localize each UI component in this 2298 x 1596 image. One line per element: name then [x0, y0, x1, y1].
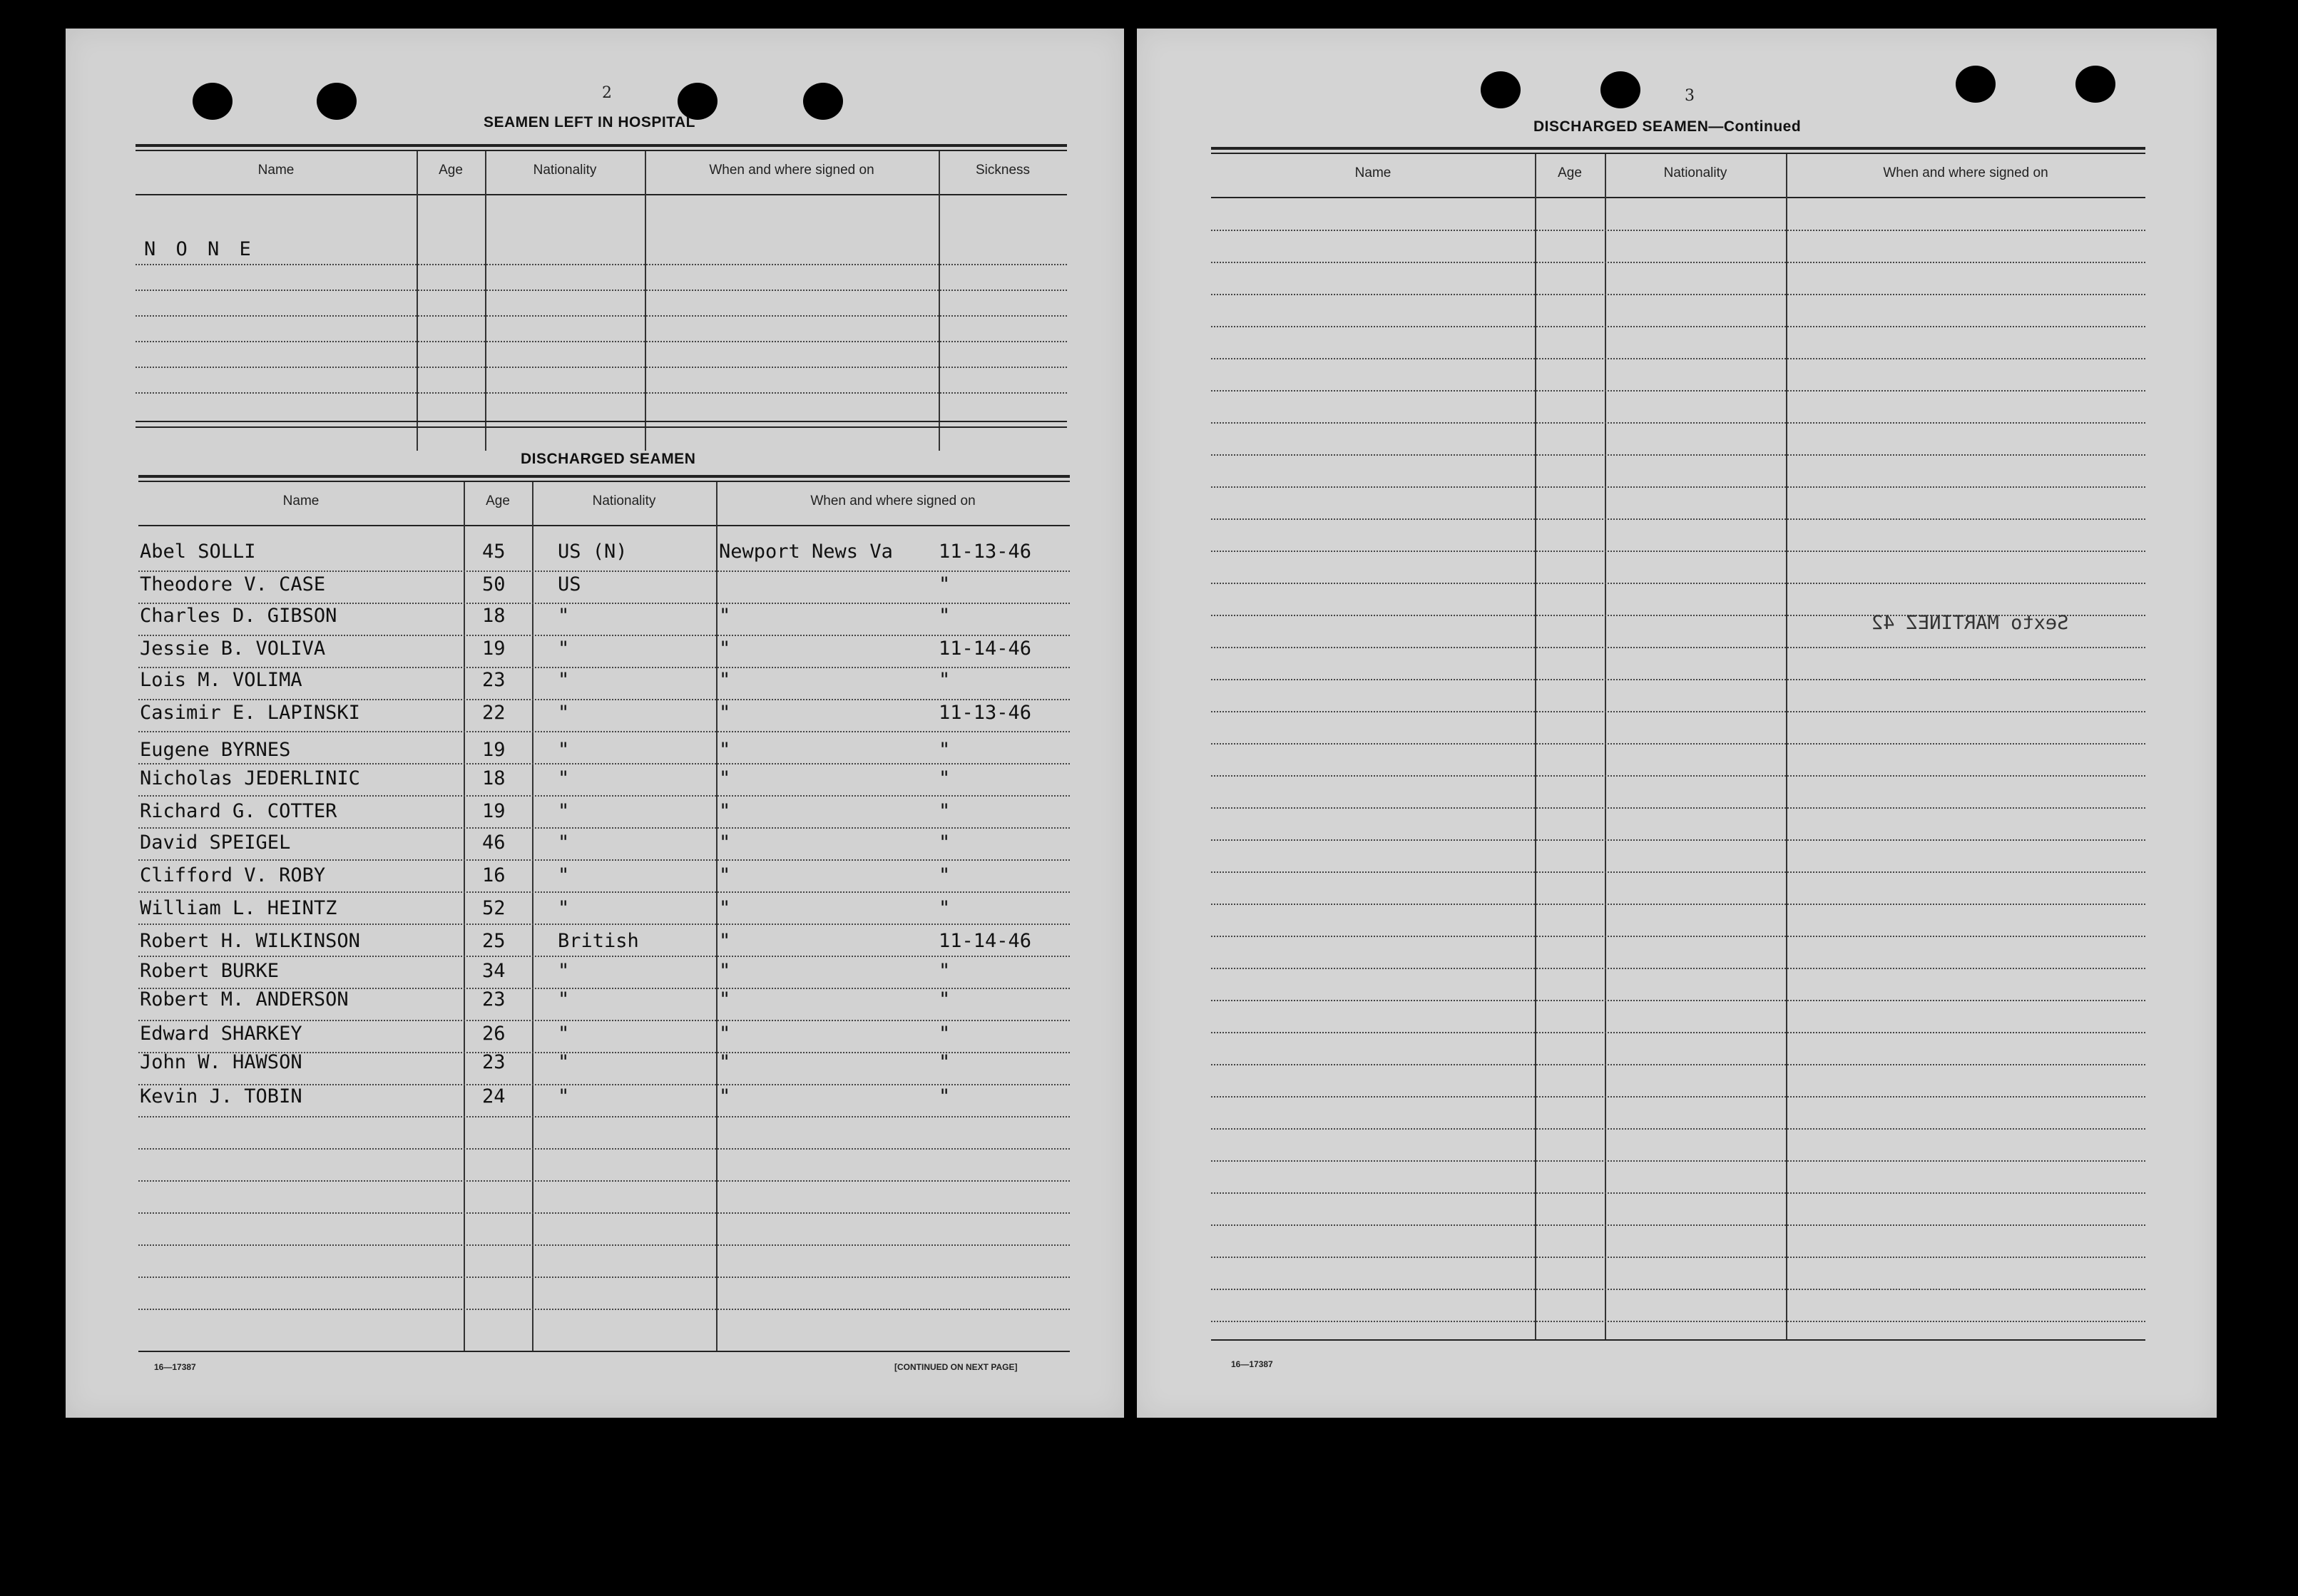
row-line — [136, 392, 1067, 394]
column-header-name: Name — [282, 493, 320, 508]
signed-on-date: " — [939, 1085, 951, 1108]
seaman-age: 52 — [482, 897, 506, 919]
row-line — [1211, 1064, 2145, 1065]
row-line — [136, 264, 1067, 265]
signed-on-place: " — [719, 800, 731, 822]
seaman-nationality: " — [558, 1085, 570, 1108]
row-line — [136, 290, 1067, 291]
seaman-age: 24 — [482, 1085, 506, 1108]
row-line — [1211, 326, 2145, 327]
seaman-name: Clifford V. ROBY — [140, 864, 326, 886]
seaman-age: 34 — [482, 960, 506, 982]
table-rule — [136, 144, 1067, 147]
signed-on-place: " — [719, 897, 731, 919]
seaman-name: William L. HEINTZ — [140, 897, 337, 919]
seaman-age: 22 — [482, 702, 506, 724]
column-header-age: Age — [486, 493, 510, 508]
signed-on-place: " — [719, 1051, 731, 1073]
seaman-name: Eugene BYRNES — [140, 739, 291, 761]
seaman-age: 23 — [482, 669, 506, 691]
row-line — [138, 635, 1070, 636]
signed-on-place: " — [719, 1023, 731, 1045]
signed-on-place: Newport News Va — [719, 541, 893, 563]
table-rule — [136, 150, 1067, 151]
row-line — [1211, 1224, 2145, 1226]
row-line — [1211, 358, 2145, 359]
row-line — [138, 763, 1070, 764]
table-rule — [138, 1351, 1070, 1352]
signed-on-date: " — [939, 573, 951, 595]
row-line — [138, 859, 1070, 861]
signed-on-place: " — [719, 669, 731, 691]
hospital-entry: N O N E — [144, 238, 255, 260]
column-header-name: Name — [257, 163, 295, 178]
row-line — [138, 956, 1070, 957]
row-line — [138, 891, 1070, 893]
column-header-age: Age — [1558, 165, 1582, 180]
row-line — [138, 924, 1070, 925]
seaman-age: 18 — [482, 767, 506, 789]
table-rule — [1211, 153, 2145, 154]
signed-on-date: " — [939, 1023, 951, 1045]
row-line — [1211, 486, 2145, 488]
column-header-signed-on: When and where signed on — [810, 493, 976, 508]
row-line — [1211, 422, 2145, 424]
row-line — [138, 1052, 1070, 1053]
row-line — [1211, 1096, 2145, 1098]
seaman-age: 16 — [482, 864, 506, 886]
row-line — [138, 1180, 1070, 1182]
column-divider — [485, 151, 486, 451]
row-line — [1211, 871, 2145, 873]
punch-hole — [1956, 66, 1996, 103]
seaman-nationality: " — [558, 702, 570, 724]
punch-hole — [1600, 71, 1640, 108]
column-divider — [532, 482, 533, 1352]
form-number: 16—17387 — [1231, 1359, 1273, 1369]
seaman-name: Nicholas JEDERLINIC — [140, 767, 360, 789]
seaman-nationality: " — [558, 739, 570, 761]
seaman-name: Robert H. WILKINSON — [140, 930, 360, 952]
signed-on-place: " — [719, 605, 731, 627]
row-line — [1211, 647, 2145, 648]
right-page — [1137, 29, 2217, 1418]
seaman-nationality: US (N) — [558, 541, 628, 563]
signed-on-date: " — [939, 767, 951, 789]
signed-on-place: " — [719, 702, 731, 724]
signed-on-date: " — [939, 800, 951, 822]
row-line — [1211, 807, 2145, 809]
signed-on-place: " — [719, 638, 731, 660]
signed-on-date: " — [939, 864, 951, 886]
signed-on-place: " — [719, 988, 731, 1011]
signed-on-date: " — [939, 960, 951, 982]
seaman-age: 26 — [482, 1023, 506, 1045]
row-line — [1211, 518, 2145, 520]
row-line — [1211, 230, 2145, 231]
column-header-nationality: Nationality — [1663, 165, 1727, 180]
form-number: 16—17387 — [154, 1362, 196, 1372]
signed-on-date: " — [939, 1051, 951, 1073]
row-line — [1211, 968, 2145, 969]
seaman-name: Lois M. VOLIMA — [140, 669, 302, 691]
seaman-nationality: " — [558, 988, 570, 1011]
column-divider — [464, 482, 465, 1352]
column-header-signed-on: When and where signed on — [709, 163, 874, 178]
seaman-name: Robert BURKE — [140, 960, 280, 982]
signed-on-date: 11-14-46 — [939, 930, 1032, 952]
table-rule — [1211, 1339, 2145, 1341]
seaman-age: 50 — [482, 573, 506, 595]
row-line — [138, 1212, 1070, 1214]
seaman-name: Robert M. ANDERSON — [140, 988, 349, 1011]
punch-hole — [1481, 71, 1521, 108]
row-line — [138, 731, 1070, 732]
seaman-name: Casimir E. LAPINSKI — [140, 702, 360, 724]
row-line — [138, 603, 1070, 604]
seaman-age: 18 — [482, 605, 506, 627]
row-line — [138, 1244, 1070, 1246]
seaman-nationality: British — [558, 930, 639, 952]
row-line — [1211, 1160, 2145, 1162]
column-header-nationality: Nationality — [533, 163, 597, 178]
row-line — [1211, 583, 2145, 584]
seaman-name: Abel SOLLI — [140, 541, 256, 563]
table-rule — [138, 525, 1070, 526]
signed-on-date: " — [939, 988, 951, 1011]
seaman-nationality: " — [558, 960, 570, 982]
table-rule — [138, 475, 1070, 478]
row-line — [138, 667, 1070, 668]
signed-on-date: " — [939, 832, 951, 854]
seaman-nationality: " — [558, 800, 570, 822]
row-line — [136, 367, 1067, 368]
row-line — [138, 988, 1070, 989]
seaman-name: Charles D. GIBSON — [140, 605, 337, 627]
signed-on-place: " — [719, 1085, 731, 1108]
column-divider — [1535, 154, 1536, 1341]
row-line — [138, 795, 1070, 797]
seaman-nationality: " — [558, 767, 570, 789]
row-line — [138, 1020, 1070, 1021]
seaman-age: 25 — [482, 930, 506, 952]
column-header-sickness: Sickness — [975, 163, 1031, 178]
row-line — [138, 1084, 1070, 1085]
table-rule — [1211, 197, 2145, 198]
table-rule — [136, 421, 1067, 422]
row-line — [1211, 390, 2145, 392]
seaman-name: Jessie B. VOLIVA — [140, 638, 326, 660]
signed-on-date: " — [939, 739, 951, 761]
table-rule — [1211, 147, 2145, 150]
row-line — [1211, 454, 2145, 456]
seaman-name: Edward SHARKEY — [140, 1023, 302, 1045]
row-line — [1211, 1257, 2145, 1258]
row-line — [1211, 551, 2145, 552]
hospital-section-title: SEAMEN LEFT IN HOSPITAL — [484, 114, 695, 131]
row-line — [1211, 839, 2145, 841]
signed-on-date: 11-14-46 — [939, 638, 1032, 660]
column-divider — [1605, 154, 1606, 1341]
seaman-name: Theodore V. CASE — [140, 573, 326, 595]
seaman-nationality: " — [558, 1051, 570, 1073]
seaman-age: 23 — [482, 988, 506, 1011]
row-line — [1211, 1128, 2145, 1130]
page-number: 2 — [602, 84, 612, 102]
seaman-age: 45 — [482, 541, 506, 563]
bleed-through-text: Sexto MARTINEZ 42 — [1871, 612, 2069, 634]
signed-on-place: " — [719, 864, 731, 886]
seaman-age: 19 — [482, 739, 506, 761]
punch-hole — [317, 83, 357, 120]
row-line — [1211, 904, 2145, 905]
seaman-nationality: " — [558, 669, 570, 691]
row-line — [1211, 936, 2145, 937]
row-line — [136, 341, 1067, 342]
seaman-nationality: US — [558, 573, 581, 595]
signed-on-place: " — [719, 739, 731, 761]
discharged-section-title: DISCHARGED SEAMEN — [521, 451, 696, 467]
seaman-age: 23 — [482, 1051, 506, 1073]
row-line — [138, 827, 1070, 829]
row-line — [138, 699, 1070, 700]
row-line — [1211, 1289, 2145, 1290]
discharged-continued-title: DISCHARGED SEAMEN—Continued — [1533, 118, 1802, 135]
row-line — [138, 1116, 1070, 1117]
row-line — [1211, 711, 2145, 712]
signed-on-place: " — [719, 767, 731, 789]
punch-hole — [2075, 66, 2115, 103]
table-rule — [136, 194, 1067, 195]
seaman-nationality: " — [558, 897, 570, 919]
row-line — [1211, 775, 2145, 777]
seaman-age: 19 — [482, 638, 506, 660]
seaman-nationality: " — [558, 1023, 570, 1045]
seaman-age: 46 — [482, 832, 506, 854]
seaman-nationality: " — [558, 832, 570, 854]
seaman-age: 19 — [482, 800, 506, 822]
signed-on-date: " — [939, 605, 951, 627]
seaman-name: David SPEIGEL — [140, 832, 291, 854]
seaman-nationality: " — [558, 638, 570, 660]
table-rule — [136, 426, 1067, 428]
punch-hole — [193, 83, 233, 120]
row-line — [136, 315, 1067, 317]
column-divider — [939, 151, 940, 451]
row-line — [1211, 1032, 2145, 1033]
table-rule — [138, 481, 1070, 482]
signed-on-place: " — [719, 930, 731, 952]
row-line — [138, 1277, 1070, 1278]
signed-on-date: 11-13-46 — [939, 702, 1032, 724]
row-line — [138, 1148, 1070, 1150]
row-line — [1211, 743, 2145, 745]
row-line — [1211, 262, 2145, 263]
seaman-name: John W. HAWSON — [140, 1051, 302, 1073]
row-line — [1211, 1000, 2145, 1001]
signed-on-place: " — [719, 832, 731, 854]
seaman-nationality: " — [558, 605, 570, 627]
signed-on-place: " — [719, 960, 731, 982]
signed-on-date: 11-13-46 — [939, 541, 1032, 563]
row-line — [138, 571, 1070, 572]
row-line — [1211, 679, 2145, 680]
column-divider — [417, 151, 418, 451]
column-header-signed-on: When and where signed on — [1883, 165, 2048, 180]
punch-hole — [803, 83, 843, 120]
seaman-name: Kevin J. TOBIN — [140, 1085, 302, 1108]
column-divider — [645, 151, 646, 451]
column-header-nationality: Nationality — [592, 493, 656, 508]
column-header-name: Name — [1354, 165, 1391, 180]
column-header-age: Age — [439, 163, 463, 178]
seaman-name: Richard G. COTTER — [140, 800, 337, 822]
page-number: 3 — [1685, 87, 1695, 105]
left-page — [66, 29, 1124, 1418]
column-divider — [716, 482, 718, 1352]
row-line — [1211, 1321, 2145, 1322]
continued-note: [CONTINUED ON NEXT PAGE] — [894, 1362, 1018, 1372]
row-line — [138, 1309, 1070, 1310]
row-line — [1211, 294, 2145, 295]
seaman-nationality: " — [558, 864, 570, 886]
signed-on-date: " — [939, 897, 951, 919]
signed-on-date: " — [939, 669, 951, 691]
row-line — [1211, 1192, 2145, 1194]
column-divider — [1786, 154, 1787, 1341]
